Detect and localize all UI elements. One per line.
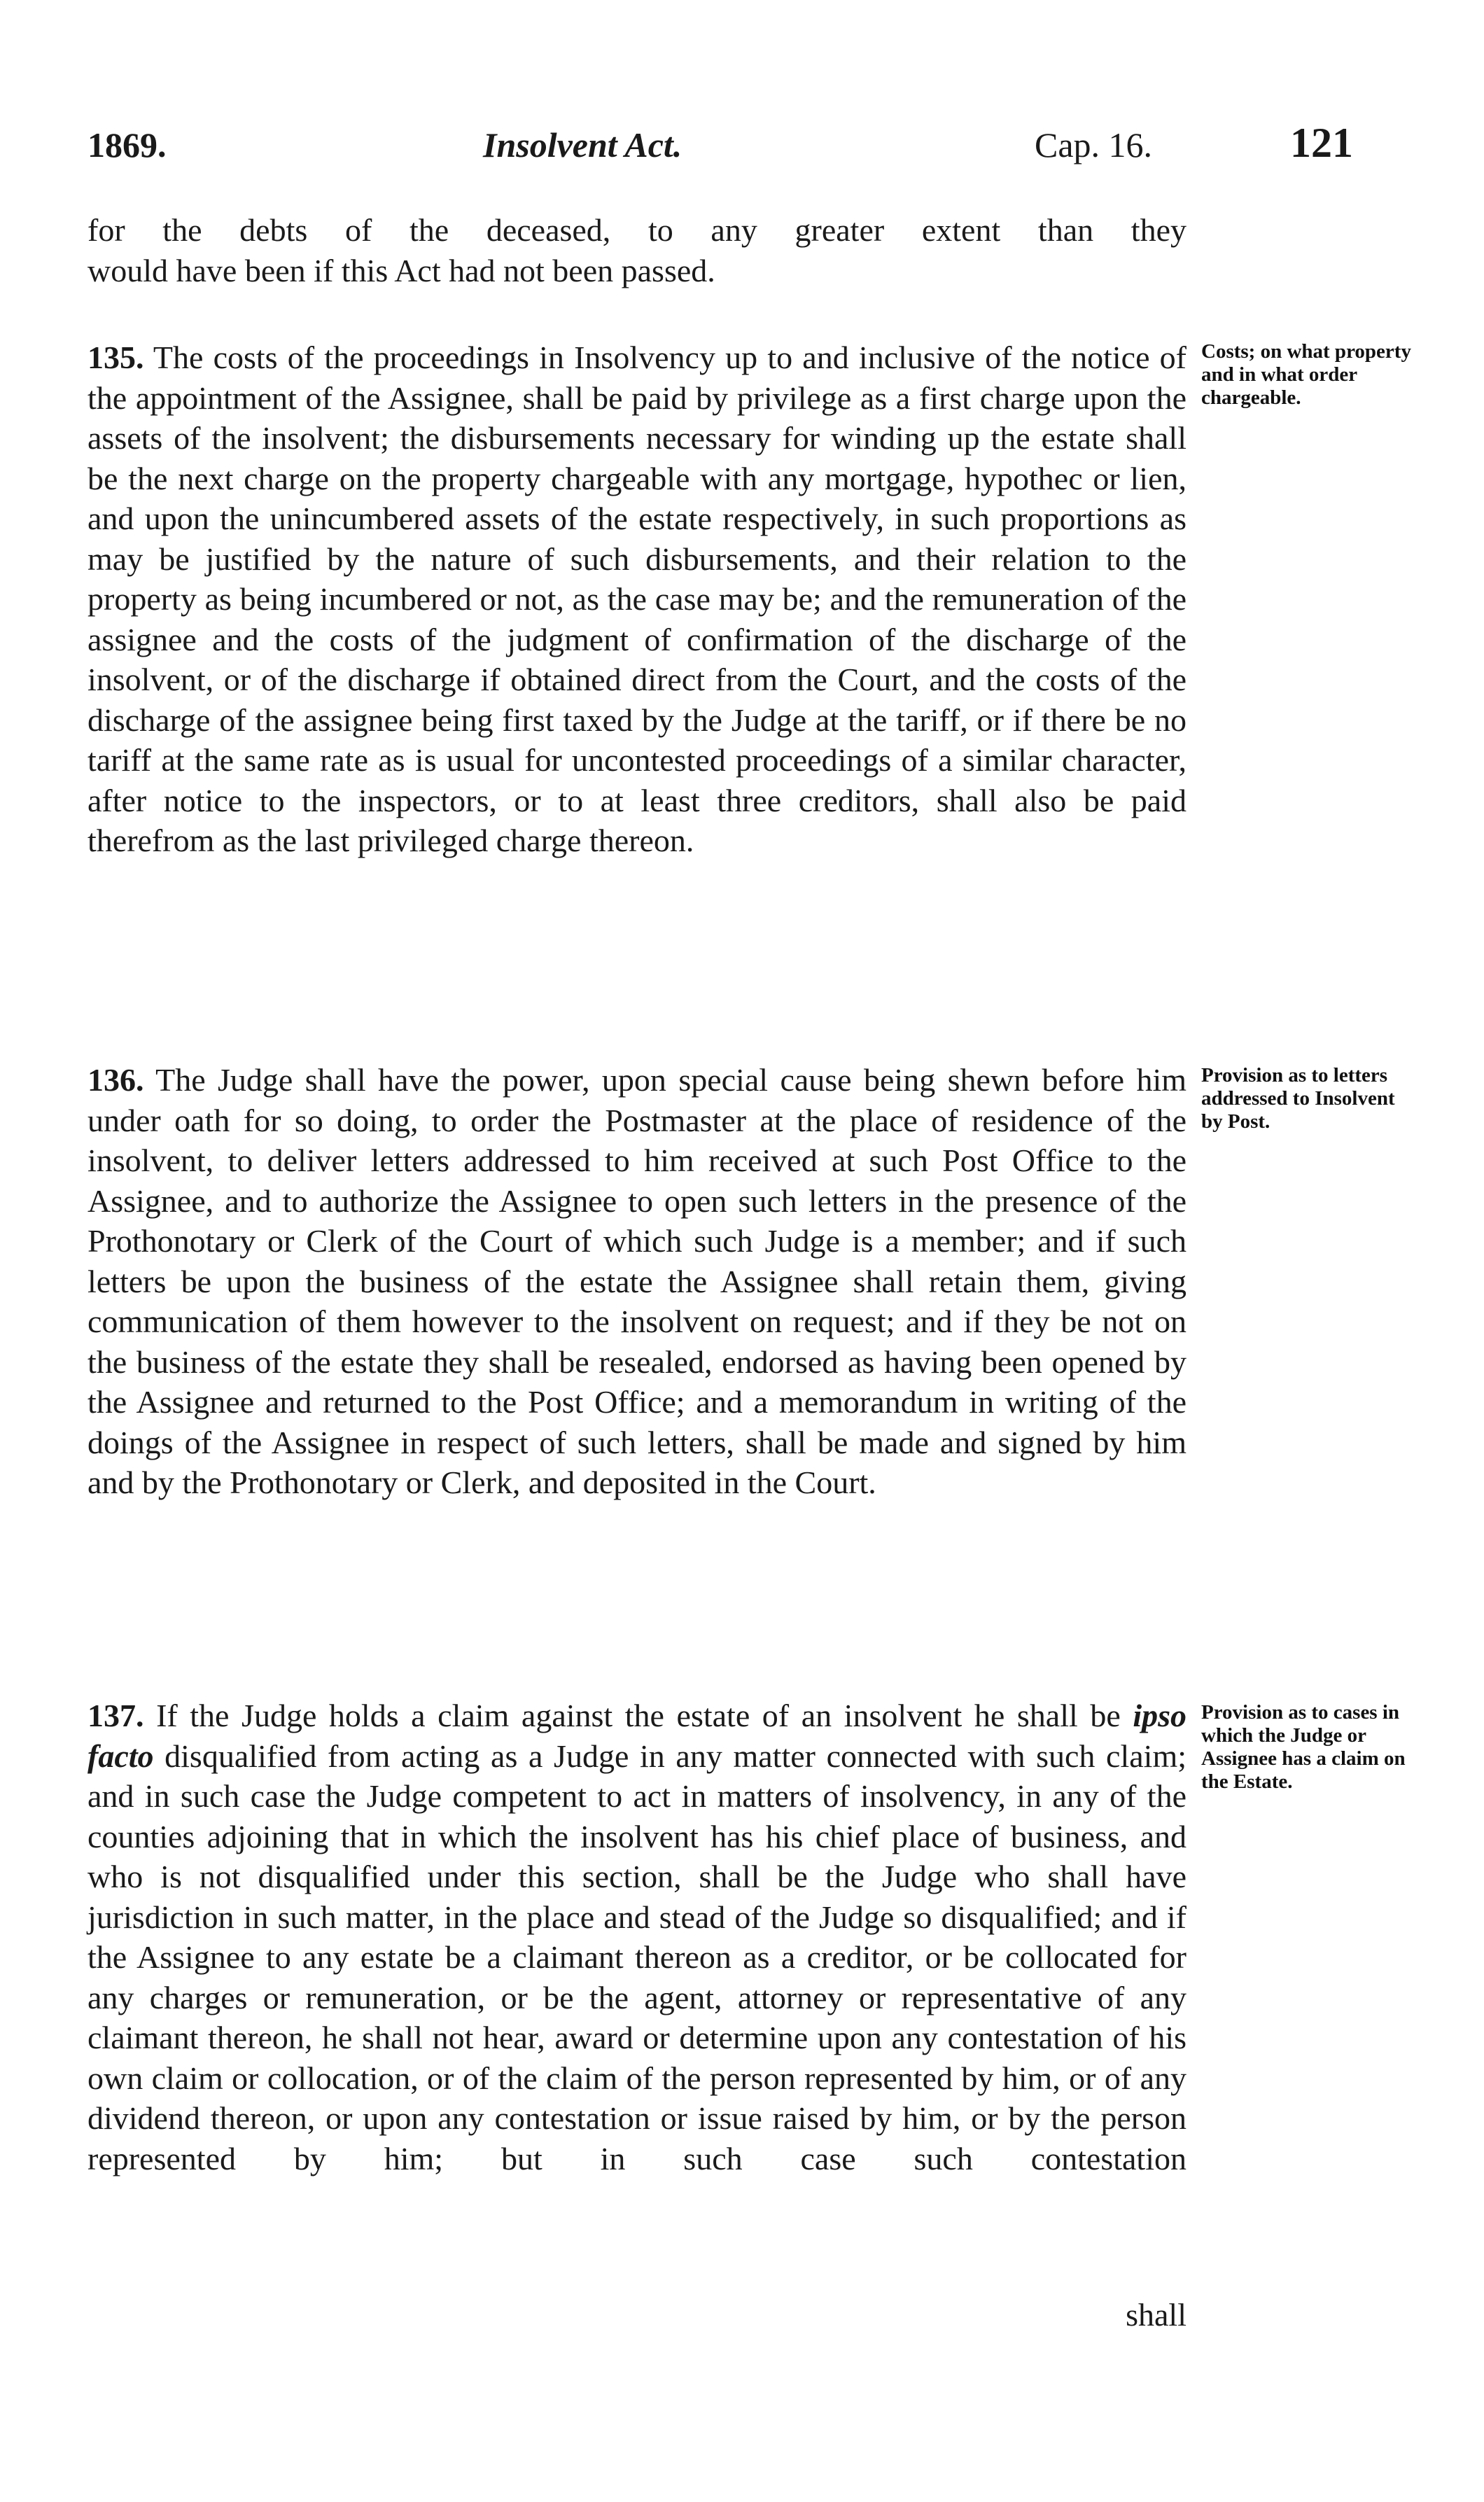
section-text: The Judge shall have the power, upon special cause being shewn before him under oath for so doing, to order the Postmaster at the place of residence of the insolvent, to deliver letters addressed to him received at such Post Office to the Assignee, and to authorize the Assignee to open such letters in the presence of the Prothonotary or Clerk of the Court of which such Judge is a member; and if such letters be upon the business of the estate the Assignee shall retain them, giving communication of them however to the insolvent on request; and if they be not on the business of the estate they shall be resealed, endorsed as having been opened by the Assignee and returned to the Post Office; and a memorandum in writing of the doings of the Assignee in respect of such letters, shall be made and signed by him and by the Prothonotary or Clerk, and deposited in the Court. — [88, 1062, 1187, 1500]
margin-note-135: Costs; on what property and in what order chargeable. — [1201, 340, 1411, 409]
section-number: 135. — [88, 340, 144, 375]
section-text-italic: ipso facto — [88, 1698, 1187, 1774]
section-text: The costs of the proceedings in Insolvency up to and inclusive of the notice of the appointment of the Assignee, shall be paid by privilege as a first charge upon the assets of the insolvent; the disbursements necessary for winding up the estate shall be the next charge on the property chargeable with any mortgage, hypothec or lien, and upon the unincumbered assets of the estate respectively, in such proportions as may be justified by the nature of such disbursements, and their relation to the property as being incumbered or not, as the case may be; and the remuneration of the assignee and the costs of the judgment of confirmation of the discharge of the insolvent, or of the discharge if obtained direct from the Court, and the costs of the discharge of the assignee being first taxed by the Judge at the tariff, or if there be no tariff at the same rate as is usual for uncontested proceedings of a similar character, after notice to the inspectors, or to at least three creditors, shall also be paid therefrom as the last privileged charge thereon. — [88, 340, 1187, 858]
section-135 — [88, 337, 1186, 861]
catchword: shall — [1126, 2297, 1186, 2333]
header-title: Insolvent Act. — [483, 125, 682, 165]
page-number: 121 — [1290, 120, 1353, 166]
section-number: 136. — [88, 1062, 144, 1098]
lead-paragraph — [88, 210, 1186, 291]
header-chapter: Cap. 16. — [1035, 125, 1153, 165]
section-number: 137. — [88, 1698, 144, 1733]
section-text-a: If the Judge holds a claim against the estate of an insolvent he shall be — [156, 1698, 1121, 1733]
lead-line-2: would have been if this Act had not been passed. — [88, 252, 715, 288]
margin-note-136: Provision as to letters addressed to Insolvent by Post. — [1201, 1064, 1395, 1133]
section-136 — [88, 1060, 1186, 1503]
margin-note-137: Provision as to cases in which the Judge or Assignee has a claim on the Estate. — [1201, 1701, 1406, 1793]
lead-line-1: for the debts of the deceased, to any greater extent than they — [88, 212, 1186, 248]
section-text-b: disqualified from acting as a Judge in any matter connected with such claim; and in such case the Judge competent to act in matters of insolvency, in any of the counties adjoining that in which the insolvent has his chief place of business, and who is not disqualified under this section, shall be the Judge who shall have jurisdiction in such matter, in the place and stead of the Judge so disqualified; and if the Assignee to any estate be a claimant thereon as a creditor, or be collocated for any charges or remuneration, or be the agent, attorney or representative of any claimant thereon, he shall not hear, award or determine upon any contestation of his own claim or collocation, or of the claim of the person represented by him, or of any dividend thereon, or upon any contestation or issue raised by him, or by the person represented by him; but in such case such contestation — [88, 1738, 1187, 2176]
section-137 — [88, 1696, 1186, 2179]
running-header — [0, 120, 1484, 188]
header-year: 1869. — [88, 125, 167, 165]
